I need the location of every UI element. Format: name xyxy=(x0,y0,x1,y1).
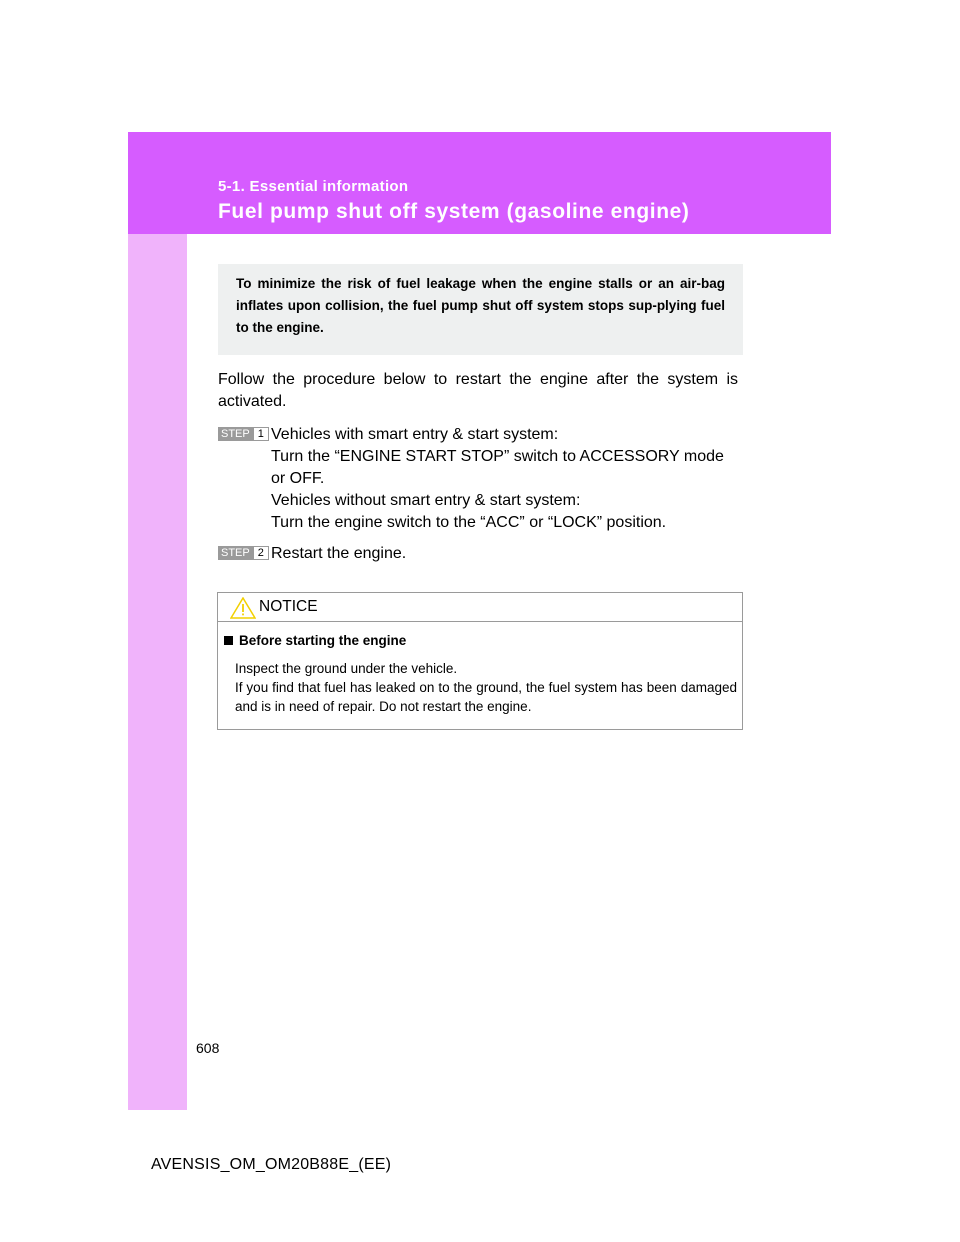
notice-title: NOTICE xyxy=(259,598,318,615)
square-bullet-icon xyxy=(224,636,233,645)
step-badge-number: 1 xyxy=(253,427,269,441)
step-line: Restart the engine. xyxy=(271,545,407,562)
step-line: Turn the engine switch to the “ACC” or “LOCK” position. xyxy=(271,514,667,531)
summary-box xyxy=(218,264,743,355)
step-line: Vehicles with smart entry & start system: xyxy=(271,426,559,443)
step-1-text xyxy=(271,424,741,534)
document-code: AVENSIS_OM_OM20B88E_(EE) xyxy=(151,1156,392,1173)
notice-body-line: If you find that fuel has leaked on to the ground, the fuel system has been damaged and is in need of repair. Do not restart the engine. xyxy=(235,680,737,714)
section-label: 5-1. Essential information xyxy=(218,178,409,195)
step-badge-word: STEP xyxy=(218,427,253,441)
notice-subheading xyxy=(224,633,406,648)
step-badge-word: STEP xyxy=(218,546,253,560)
notice-body-line: Inspect the ground under the vehicle. xyxy=(235,661,458,676)
summary-text: To minimize the risk of fuel leakage when the engine stalls or an air-bag inflates upon collision, the fuel pump shut off system stops sup-plying fuel to the engine. xyxy=(236,276,725,335)
step-badge xyxy=(218,546,269,560)
step-badge-number: 2 xyxy=(253,546,269,560)
step-badge xyxy=(218,427,269,441)
step-line: Vehicles without smart entry & start system: xyxy=(271,492,581,509)
notice-body xyxy=(235,659,737,716)
warning-triangle-icon xyxy=(230,597,256,619)
page-number: 608 xyxy=(196,1040,220,1056)
step-line: Turn the “ENGINE START STOP” switch to ACCESSORY mode or OFF. xyxy=(271,448,724,487)
notice-header xyxy=(218,593,742,622)
step-2-text xyxy=(271,543,741,565)
page-title: Fuel pump shut off system (gasoline engine) xyxy=(218,200,690,223)
intro-paragraph: Follow the procedure below to restart the engine after the system is activated. xyxy=(218,371,738,410)
side-tab-strip xyxy=(128,132,187,1110)
notice-subheading-text: Before starting the engine xyxy=(239,633,407,648)
notice-box xyxy=(217,592,743,730)
